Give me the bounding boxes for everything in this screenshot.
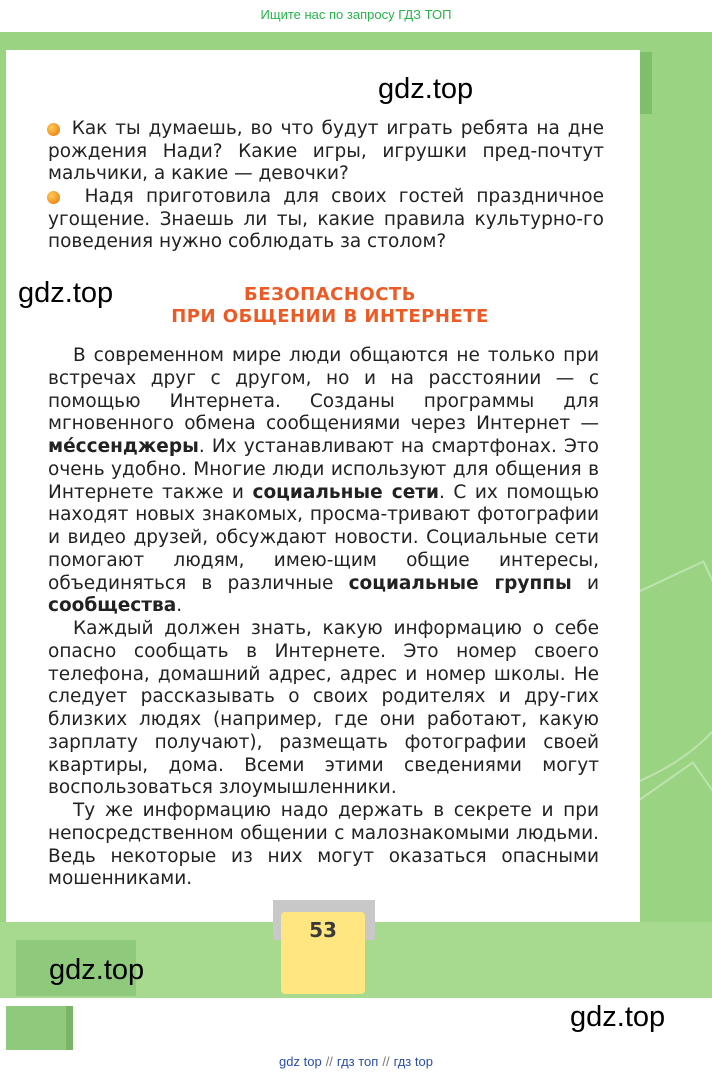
article-body xyxy=(48,345,599,891)
section-title-line-2: ПРИ ОБЩЕНИИ В ИНТЕРНЕТЕ xyxy=(171,306,489,327)
paragraph-1: В современном мире люди общаются не только при встречах друг с другом, но и на расстоянии — с помощью Интернета. Созданы программы для мгновенного обмена сообщениями через Интернет — мéссенджеры. Их устанавливают на смартфонах. Это очень удобно. Многие люди используют для общения в Интернете также и социальные сети. С их помощью находят новых знакомых, просма-тривают фотографии и видео друзей, обсуждают новости. Социальные сети помогают людям, имею-щим общие интересы, объединяться в различные социальные группы и сообщества. xyxy=(48,345,599,617)
orange-bullet-icon xyxy=(47,191,60,204)
paragraph-2: Каждый должен знать, какую информацию о себе опасно сообщать в Интернете. Это номер своего телефона, домашний адрес, адрес и номер школы. Не следует рассказывать о своих родителях и дру-гих близких людях (например, где они работают, какую зарплату получают), размещать фотографии своей квартиры, дома. Всеми этими сведениями могут воспользоваться злоумышленники. xyxy=(48,618,599,799)
footer-links xyxy=(0,1054,712,1069)
question-2 xyxy=(48,186,604,254)
section-title-line-1: БЕЗОПАСНОСТЬ xyxy=(244,284,416,305)
term-social-groups: социальные группы xyxy=(348,572,572,594)
term-communities: сообщества xyxy=(48,595,177,617)
term-messengers: мéссенджеры xyxy=(48,436,199,457)
margin-stripe xyxy=(640,52,652,114)
question-1 xyxy=(48,118,604,186)
watermark: gdz.top xyxy=(570,1001,666,1033)
question-1-text: Как ты думаешь, во что будут играть ребята на дне рождения Нади? Какие игры, игрушки пред-почтут мальчики, а какие — девочки? xyxy=(48,118,604,185)
question-2-text: Надя приготовила для своих гостей праздничное угощение. Знаешь ли ты, какие правила культурно-го поведения нужно соблюдать за столом? xyxy=(48,186,604,253)
watermark: gdz.top xyxy=(18,277,114,309)
page-number-badge xyxy=(281,912,365,994)
term-social-networks: социальные сети xyxy=(252,481,439,503)
next-page-corner xyxy=(6,1006,73,1050)
footer-link-2[interactable]: гдз топ xyxy=(336,1054,379,1069)
next-page-stripe xyxy=(66,1006,73,1050)
watermark: gdz.top xyxy=(49,954,145,986)
page-number: 53 xyxy=(309,918,337,942)
top-banner xyxy=(0,0,712,32)
footer-separator: // xyxy=(382,1054,390,1069)
search-hint-link[interactable]: Ищите нас по запросу ГДЗ ТОП xyxy=(260,7,452,22)
footer-link-3[interactable]: гдз top xyxy=(393,1054,433,1069)
watermark: gdz.top xyxy=(378,73,474,105)
paragraph-3: Ту же информацию надо держать в секрете и при непосредственном общении с малознакомыми людьми. Ведь некоторые из них могут оказаться опасными мошенниками. xyxy=(48,800,599,890)
orange-bullet-icon xyxy=(47,123,60,136)
footer-separator: // xyxy=(325,1054,333,1069)
footer-link-1[interactable]: gdz top xyxy=(279,1054,322,1069)
